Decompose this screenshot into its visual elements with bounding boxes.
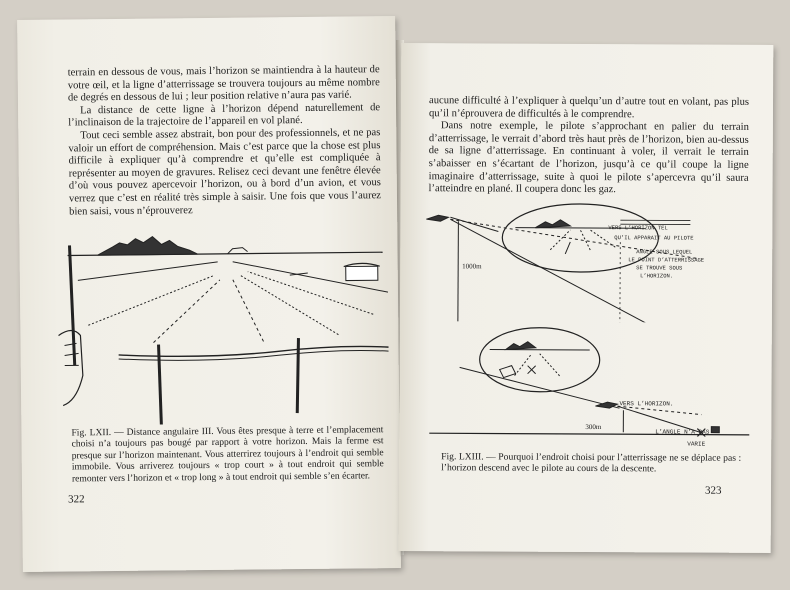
top-horizon-label-2: QU’IL APPARAIT AU PILOTE	[614, 234, 694, 242]
top-angle-label-2: LE POINT D’ATTERRISSAGE	[628, 256, 705, 264]
left-body-text	[68, 64, 382, 218]
diagram-bottom-drawing	[419, 325, 760, 437]
right-page	[399, 43, 774, 553]
top-angle-label-1: ANGLE SOUS LEQUEL	[636, 248, 693, 256]
page-number: 323	[704, 484, 722, 497]
right-paragraph: aucune difficulté à l’expliquer à quelqu’un d’autre tout en volant, pas plus qu’il n’éprouvera de difficultés à le comprendre.	[428, 95, 750, 120]
top-angle-label-4: L’HORIZON.	[640, 272, 674, 280]
fig-lxiii-caption: Fig. LXIII. — Pourquoi l’endroit choisi pour l’atterrissage ne se déplace pas : l’horizon descend avec le pilote au cours de la descente.	[441, 451, 742, 475]
bottom-altitude-label: 300m	[585, 422, 602, 432]
top-angle-label-3: SE TROUVE SOUS	[636, 264, 683, 272]
bottom-horizon-label: VERS L’HORIZON.	[619, 400, 674, 408]
left-paragraph: Tout ceci semble assez abstrait, bon pour des professionnels, et ne pas valoir un effort de compréhension. Mais c’est parce que la chose est plus difficile à expliquer qu’à comprendre et qu’elle est compliquée à représenter au moyen de gravures. Relisez ceci devant une fenêtre élevée d’où vous pouvez apercevoir l’horizon, ou à bord d’un avion, et vous verrez que c’est en réalité très simple à saisir. Une fois que vous l’aurez bien saisi, vous n’éprouverez	[68, 127, 382, 217]
bottom-angle-label-1: L’ANGLE N’A PAS	[655, 428, 710, 436]
left-paragraph: terrain en dessous de vous, mais l’horizon se maintiendra à la hauteur de votre œil, et la ligne d’atterrissage se trouvera toujours au même nombre de degrés en dessous de lui ; leur position relative n’aura pas varié.	[67, 64, 380, 104]
fig-lxii-illustration	[57, 222, 389, 425]
left-page	[17, 16, 401, 572]
left-paragraph: La distance de cette ligne à l’horizon dépend naturellement de l’inclinaison de la trajectoire de l’appareil en vol plané.	[68, 101, 381, 129]
right-body-text	[429, 95, 750, 197]
top-altitude-label: 1000m	[462, 262, 482, 271]
page-number: 322	[68, 493, 85, 506]
right-paragraph: Dans notre exemple, le pilote s’approchant en palier du terrain d’atterrissage, le verrait d’abord très haut près de l’horizon, bien au-dessus de sa ligne d’atterrissage. En continuant à voler, il verrait le terrain s’abaisser en s’écartant de l’horizon, jusqu’à ce qu’il coupe la ligne imaginaire d’atterrissage, suite à quoi le pilote s’apercevra qu’il saura l’atteindre en plané. Il coupera donc les gaz.	[428, 120, 749, 196]
top-horizon-label-1: VERS L’HORIZON TEL	[608, 224, 668, 232]
bottom-angle-label-2: VARIE	[687, 440, 706, 448]
fig-lxii-caption: Fig. LXII. — Distance angulaire III. Vous êtes presque à terre et l’emplacement choisi n’a toujours pas bougé par rapport à votre horizon. Mais la ferme est presque sur l’horizon maintenant. Vous atterrirez toujours à l’endroit qui semble immobile. Vous arriverez toujours « trop court » à tout endroit qui semble remonter vers l’horizon et « trop long » à tout endroit qui semble s’en écarter.	[71, 424, 384, 485]
